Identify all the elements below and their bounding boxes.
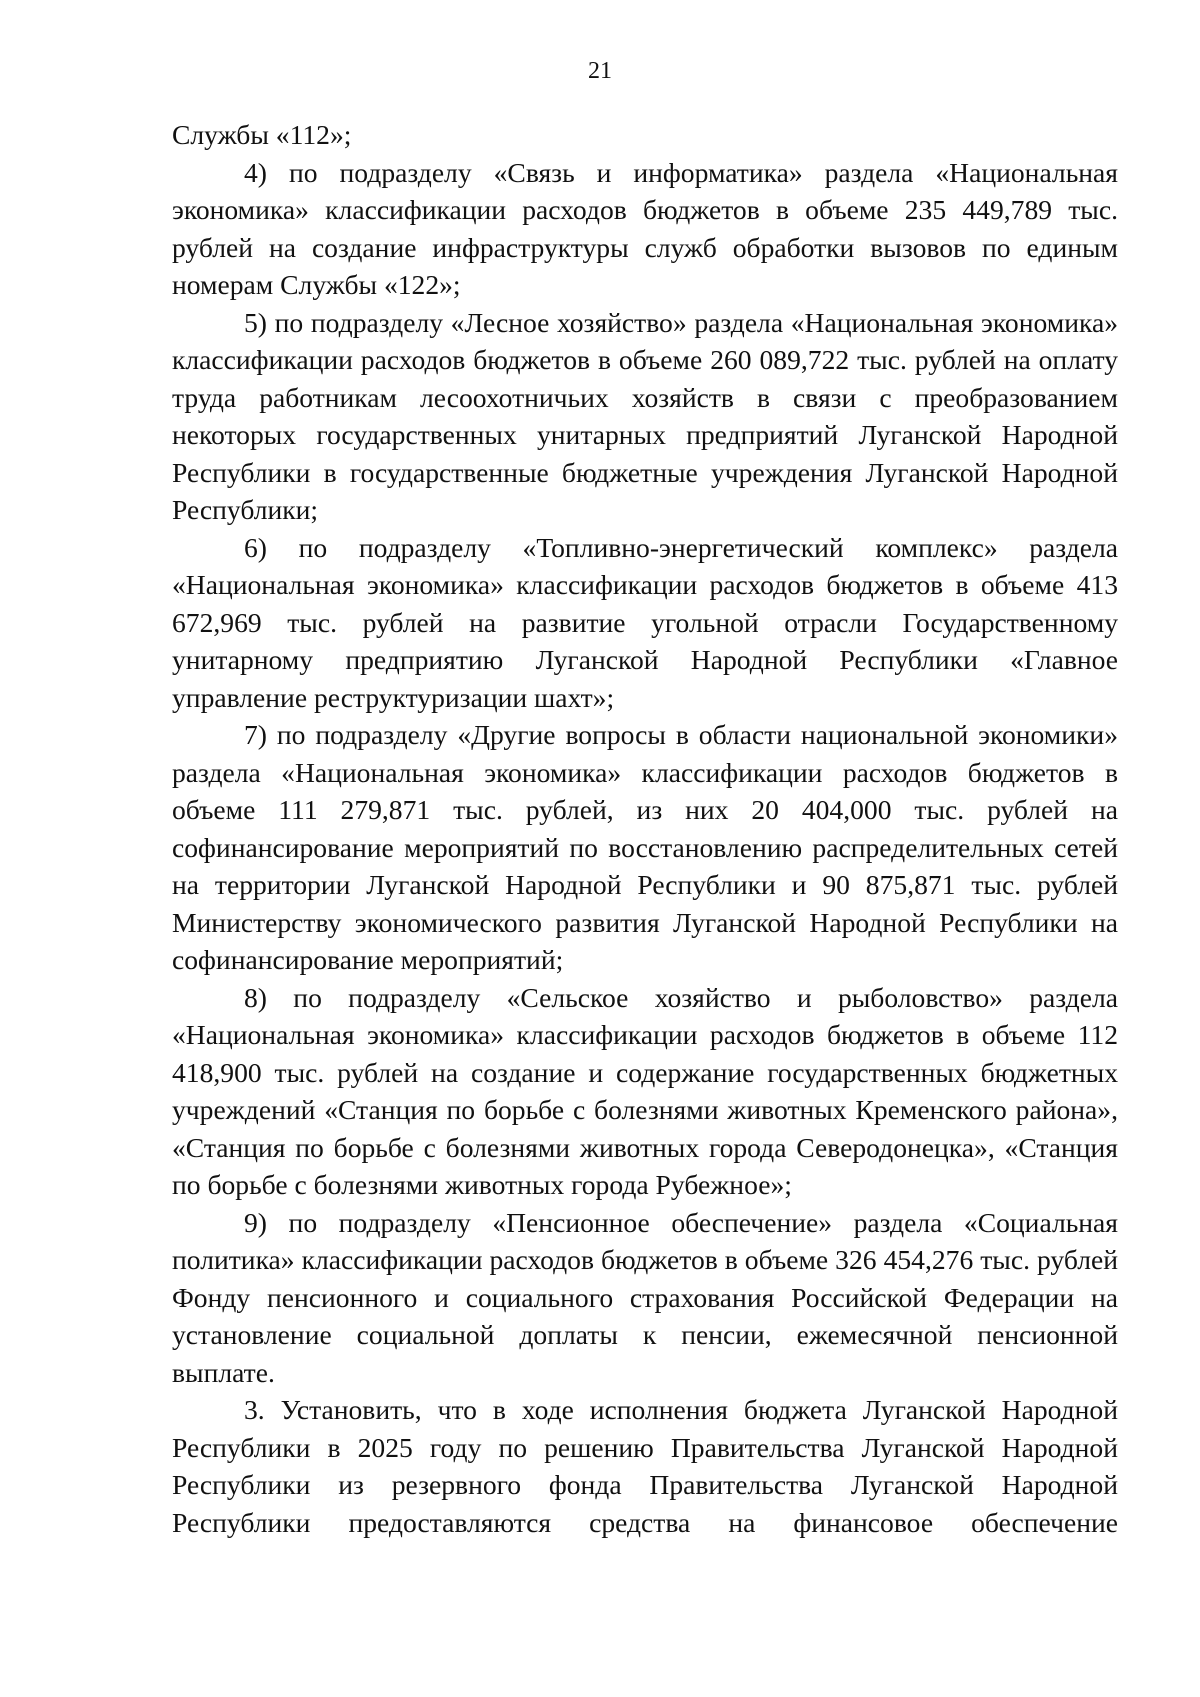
paragraph-item-4: 4) по подразделу «Связь и информатика» раздела «Национальная экономика» классификации расходов бюджетов в объеме 235 449,789 тыс. рублей на создание инфраструктуры служб обработки вызовов по единым номерам Службы «122»; [172, 156, 1118, 300]
paragraph-item-5: 5) по подразделу «Лесное хозяйство» раздела «Национальная экономика» классификации расходов бюджетов в объеме 260 089,722 тыс. рублей на оплату труда работникам лесоохотничьих хозяйств в связи с преобразованием некоторых государственных унитарных предприятий Луганской Народной Республики в государственные бюджетные учреждения Луганской Народной Республики; [172, 306, 1118, 525]
paragraph-clause-3: 3. Установить, что в ходе исполнения бюджета Луганской Народной Республики в 2025 году по решению Правительства Луганской Народной Республики из резервного фонда Правительства Луганской Народной Республики предоставляются средства на финансовое обеспечение [172, 1394, 1118, 1538]
paragraph-item-6: 6) по подразделу «Топливно-энергетический комплекс» раздела «Национальная экономика» классификации расходов бюджетов в объеме 413 672,969 тыс. рублей на развитие угольной отрасли Государственному унитарному предприятию Луганской Народной Республики «Главное управление реструктуризации шахт»; [172, 531, 1118, 713]
paragraph-item-7: 7) по подразделу «Другие вопросы в области национальной экономики» раздела «Национальная экономика» классификации расходов бюджетов в объеме 111 279,871 тыс. рублей, из них 20 404,000 тыс. рублей на софинансирование мероприятий по восстановлению распределительных сетей на территории Луганской Народной Республики и 90 875,871 тыс. рублей Министерству экономического развития Луганской Народной Республики на софинансирование мероприятий; [172, 719, 1118, 975]
page-number: 21 [588, 58, 612, 84]
paragraph-item-9: 9) по подразделу «Пенсионное обеспечение» раздела «Социальная политика» классификации расходов бюджетов в объеме 326 454,276 тыс. рублей Фонду пенсионного и социального страхования Российской Федерации на установление социальной доплаты к пенсии, ежемесячной пенсионной выплате. [172, 1206, 1118, 1388]
paragraph-continuation: Службы «112»; [172, 119, 352, 150]
paragraph-item-8: 8) по подразделу «Сельское хозяйство и рыболовство» раздела «Национальная экономика» классификации расходов бюджетов в объеме 112 418,900 тыс. рублей на создание и содержание государственных бюджетных учреждений «Станция по борьбе с болезнями животных Кременского района», «Станция по борьбе с болезнями животных города Северодонецка», «Станция по борьбе с болезнями животных города Рубежное»; [172, 981, 1118, 1200]
document-body [172, 116, 1118, 1541]
